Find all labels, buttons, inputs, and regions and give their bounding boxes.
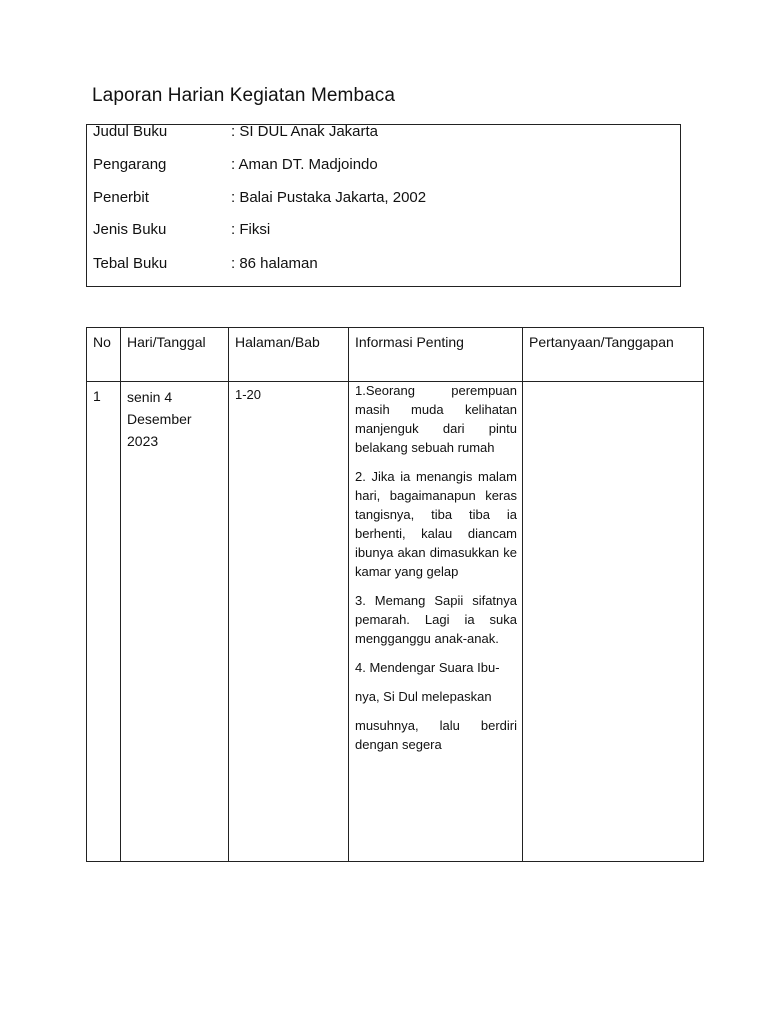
info-item: 4. Mendengar Suara Ibu- (355, 660, 500, 675)
row-no: 1 (93, 388, 101, 404)
table-header-row (87, 328, 704, 382)
header-pages (229, 328, 349, 382)
book-info-value: : Fiksi (231, 221, 271, 238)
book-info-value: : Aman DT. Madjoindo (231, 156, 378, 173)
reading-log-table (86, 327, 704, 862)
book-info-label: Penerbit (93, 189, 149, 206)
header-no-label: No (93, 334, 111, 350)
book-info-box (86, 124, 681, 287)
info-list (349, 381, 522, 754)
cell-info (349, 382, 523, 862)
header-pages-label: Halaman/Bab (235, 334, 320, 350)
book-info-row-genre (93, 221, 270, 239)
header-info-label: Informasi Penting (355, 334, 464, 350)
table-row (87, 382, 704, 862)
book-info-row-author (93, 156, 378, 174)
book-info-value: : 86 halaman (231, 255, 318, 272)
book-info-label: Jenis Buku (93, 221, 167, 238)
header-response-label: Pertanyaan/Tanggapan (529, 334, 674, 350)
page-title: Laporan Harian Kegiatan Membaca (92, 85, 396, 106)
info-item: musuhnya, lalu berdiri dengan segera (355, 718, 517, 752)
cell-day (121, 382, 229, 862)
book-info-row-title (93, 123, 378, 141)
book-info-label: Pengarang (93, 156, 167, 173)
header-day (121, 328, 229, 382)
header-response (523, 328, 704, 382)
book-info-value: : SI DUL Anak Jakarta (231, 123, 379, 140)
book-info-label: Tebal Buku (93, 255, 168, 272)
book-info-row-publisher (93, 189, 426, 207)
row-response (523, 382, 703, 386)
header-info (349, 328, 523, 382)
cell-pages (229, 382, 349, 862)
row-day: senin 4 Desember 2023 (127, 389, 192, 449)
info-item: nya, Si Dul melepaskan (355, 689, 492, 704)
info-item: 2. Jika ia menangis malam hari, bagaimanapun keras tangisnya, tiba tiba ia berhenti, kalau diancam ibunya akan dimasukkan ke kamar yang gelap (355, 469, 517, 579)
cell-response (523, 382, 704, 862)
book-info-label: Judul Buku (93, 123, 168, 140)
book-info-row-pages (93, 255, 318, 273)
header-no (87, 328, 121, 382)
header-day-label: Hari/Tanggal (127, 334, 206, 350)
book-info-value: : Balai Pustaka Jakarta, 2002 (231, 189, 427, 206)
info-item: 1.Seorang perempuan masih muda kelihatan manjenguk dari pintu belakang sebuah rumah (355, 383, 517, 455)
info-item: 3. Memang Sapii sifatnya pemarah. Lagi ia suka mengganggu anak-anak. (355, 593, 517, 646)
row-pages: 1-20 (235, 387, 262, 402)
cell-no (87, 382, 121, 862)
